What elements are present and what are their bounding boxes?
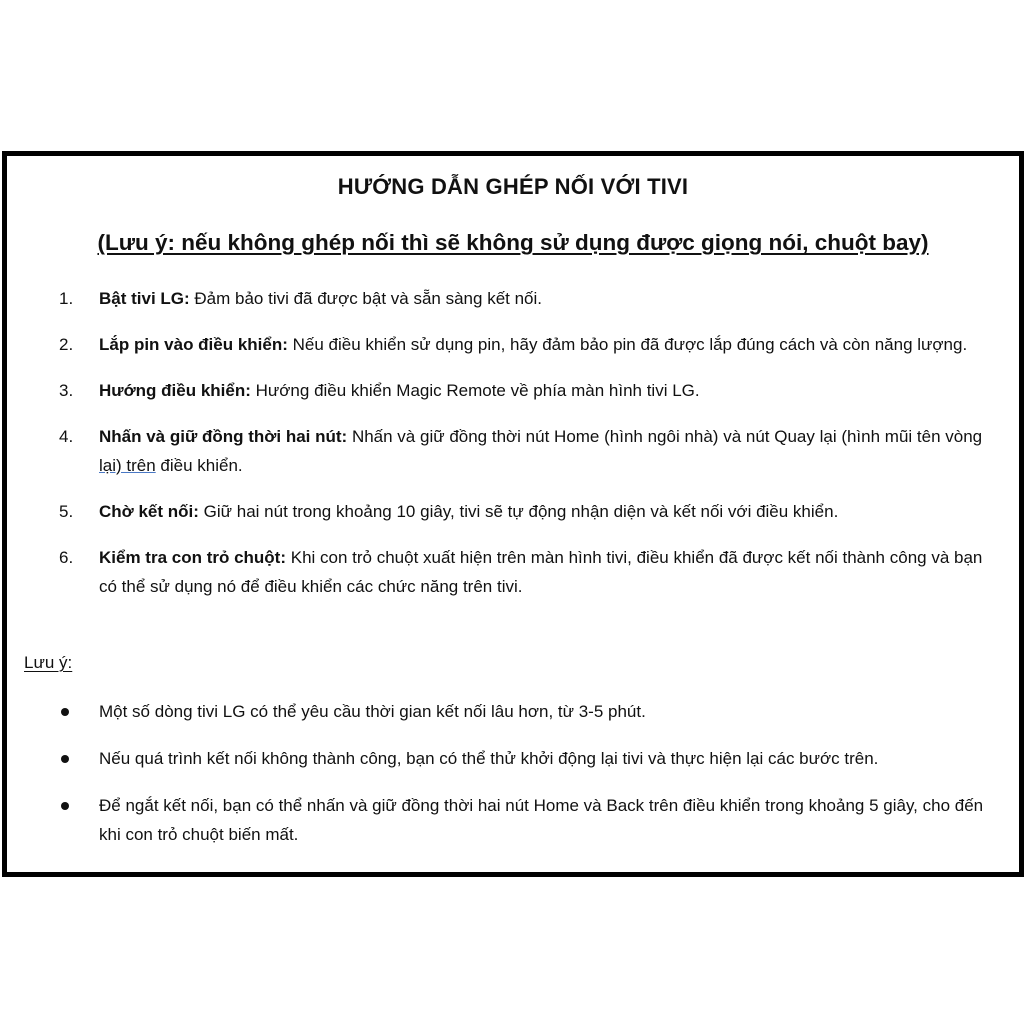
step-title: Lắp pin vào điều khiển: <box>99 335 288 354</box>
note-text: Một số dòng tivi LG có thể yêu cầu thời gian kết nối lâu hơn, từ 3-5 phút. <box>99 702 646 721</box>
page-subtitle-note: (Lưu ý: nếu không ghép nối thì sẽ không sử dụng được giọng nói, chuột bay) <box>97 230 929 255</box>
step-number: 3. <box>59 381 74 400</box>
note-heading: Lưu ý: <box>24 653 73 672</box>
bullet-icon <box>61 755 69 763</box>
step-item <box>7 376 1007 405</box>
step-number: 2. <box>59 335 74 354</box>
bullet-icon <box>61 708 69 716</box>
note-item <box>7 744 1007 773</box>
step-item <box>7 422 1007 480</box>
step-item <box>7 497 1007 526</box>
step-title: Hướng điều khiển: <box>99 381 251 400</box>
step-text-after: điều khiển. <box>155 456 243 475</box>
step-title: Nhấn và giữ đồng thời hai nút: <box>99 427 348 446</box>
step-title: Kiểm tra con trỏ chuột: <box>99 548 287 567</box>
step-text: Giữ hai nút trong khoảng 10 giây, tivi sẽ tự động nhận diện và kết nối với điều khiển. <box>198 502 839 521</box>
note-item <box>7 791 1007 849</box>
step-item <box>7 330 1007 359</box>
step-item <box>7 284 1007 313</box>
step-text: Nhấn và giữ đồng thời nút Home (hình ngôi nhà) và nút Quay lại (hình mũi tên vòng <box>347 427 983 446</box>
document-frame <box>2 151 1024 877</box>
step-item <box>7 543 1007 601</box>
step-number: 4. <box>59 427 74 446</box>
step-title: Bật tivi LG: <box>99 289 190 308</box>
step-text: Hướng điều khiển Magic Remote về phía màn hình tivi LG. <box>250 381 700 400</box>
step-text: Đảm bảo tivi đã được bật và sẵn sàng kết nối. <box>189 289 542 308</box>
bullet-icon <box>61 802 69 810</box>
notes-list <box>7 697 1007 867</box>
step-text: Nếu điều khiển sử dụng pin, hãy đảm bảo pin đã được lắp đúng cách và còn năng lượng. <box>287 335 968 354</box>
step-number: 5. <box>59 502 74 521</box>
step-title: Chờ kết nối: <box>99 502 199 521</box>
note-item <box>7 697 1007 726</box>
step-underlined-text: lại) trên <box>99 456 156 475</box>
step-number: 1. <box>59 289 74 308</box>
page-title: HƯỚNG DẪN GHÉP NỐI VỚI TIVI <box>337 174 689 199</box>
note-text: Để ngắt kết nối, bạn có thể nhấn và giữ đồng thời hai nút Home và Back trên điều khiển trong khoảng 5 giây, cho đến khi con trỏ chuột biến mất. <box>99 796 984 844</box>
step-number: 6. <box>59 548 74 567</box>
step-text: Khi con trỏ chuột xuất hiện trên màn hình tivi, điều khiển đã được kết nối thành công và bạn có thể sử dụng nó để điều khiển các chức năng trên tivi. <box>99 548 983 596</box>
steps-list <box>7 284 1007 618</box>
note-text: Nếu quá trình kết nối không thành công, bạn có thể thử khởi động lại tivi và thực hiện lại các bước trên. <box>99 749 879 768</box>
